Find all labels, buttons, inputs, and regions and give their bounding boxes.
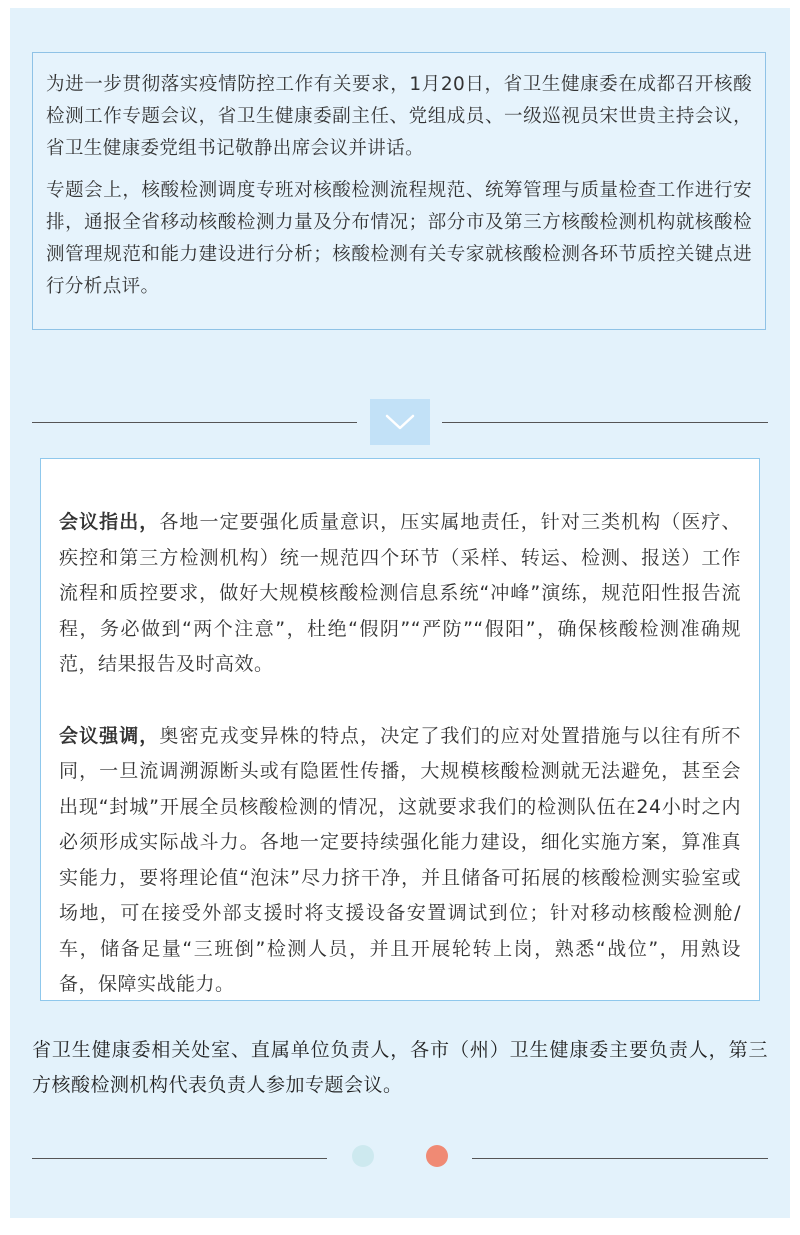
section-meeting-pointed-out	[59, 505, 741, 683]
intro-paragraph-2: 专题会上，核酸检测调度专班对核酸检测流程规范、统筹管理与质量检查工作进行安排，通报全省移动核酸检测力量及分布情况；部分市及第三方核酸检测机构就核酸检测管理规范和能力建设进行分析；核酸检测有关专家就核酸检测各环节质控关键点进行分析点评。	[46, 180, 752, 297]
chevron-box	[370, 399, 430, 445]
intro-paragraph-1: 为进一步贯彻落实疫情防控工作有关要求，1月20日，省卫生健康委在成都召开核酸检测工作专题会议，省卫生健康委副主任、党组成员、一级巡视员宋世贵主持会议，省卫生健康委党组书记敬静出席会议并讲话。	[46, 74, 752, 159]
chevron-down-icon	[385, 414, 415, 430]
section-body: 各地一定要强化质量意识，压实属地责任，针对三类机构（医疗、疾控和第三方检测机构）统一规范四个环节（采样、转运、检测、报送）工作流程和质控要求，做好大规模核酸检测信息系统“冲峰”演练，规范阳性报告流程，务必做到“两个注意”，杜绝“假阴”“严防”“假阳”，确保核酸检测准确规范，结果报告及时高效。	[59, 511, 741, 675]
section-meeting-emphasized	[59, 719, 741, 1003]
section-lead: 会议指出，	[59, 511, 160, 533]
footer-line-left	[32, 1158, 327, 1159]
footer-line-right	[472, 1158, 768, 1159]
footer-dot-left	[352, 1145, 374, 1167]
section-lead: 会议强调，	[59, 724, 160, 747]
divider-line-right	[442, 422, 768, 423]
section-body: 奥密克戎变异株的特点，决定了我们的应对处置措施与以往有所不同，一旦流调溯源断头或有隐匿性传播，大规模核酸检测就无法避免，甚至会出现“封城”开展全员核酸检测的情况，这就要求我们的检测队伍在24小时之内必须形成实际战斗力。各地一定要持续强化能力建设，细化实施方案，算准真实能力，要将理论值“泡沫”尽力挤干净，并且储备可拓展的核酸检测实验室或场地，可在接受外部支援时将支援设备安置调试到位；针对移动核酸检测舱/车，储备足量“三班倒”检测人员，并且开展轮转上岗，熟悉“战位”，用熟设备，保障实战能力。	[59, 724, 741, 995]
intro-box	[32, 52, 766, 330]
divider-line-left	[32, 422, 357, 423]
footer-dot-right	[426, 1145, 448, 1167]
closing-paragraph: 省卫生健康委相关处室、直属单位负责人，各市（州）卫生健康委主要负责人，第三方核酸检测机构代表负责人参加专题会议。	[32, 1039, 768, 1096]
content-card	[40, 458, 760, 1001]
